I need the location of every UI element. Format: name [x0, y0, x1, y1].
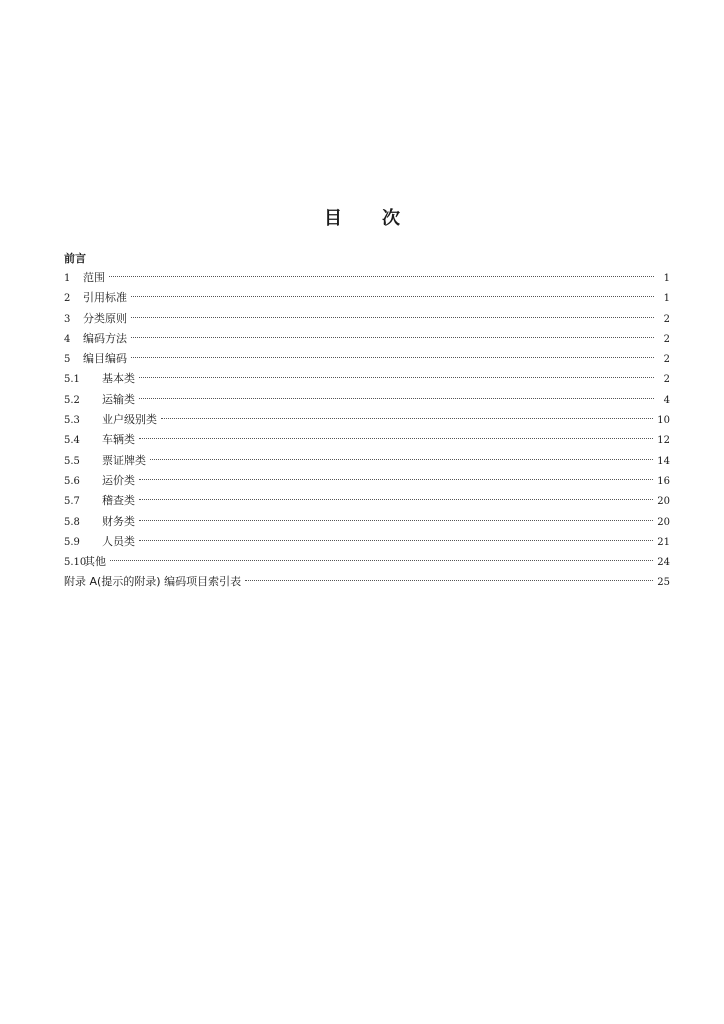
entry-label: 分类原则	[83, 311, 127, 325]
toc-entry[interactable]	[64, 390, 670, 410]
dot-leader	[161, 418, 653, 419]
dot-leader	[139, 540, 653, 541]
entry-number: 1	[64, 273, 71, 284]
toc-entry[interactable]	[64, 268, 670, 288]
entry-label: 引用标准	[83, 291, 127, 305]
dot-leader	[139, 438, 653, 439]
dot-leader	[139, 398, 654, 399]
entry-number: 5.8	[64, 516, 80, 528]
dot-leader	[131, 296, 654, 297]
entry-number: 5.5	[64, 455, 80, 467]
toc-entry[interactable]	[64, 552, 670, 572]
entry-label: 财务类	[102, 514, 135, 528]
toc-title	[0, 204, 724, 230]
dot-leader	[109, 276, 654, 277]
entry-number: 3	[64, 313, 71, 325]
toc-entry[interactable]	[64, 369, 670, 389]
entry-page-number: 14	[657, 455, 670, 467]
entry-number: 5.7	[64, 496, 80, 508]
entry-page-number: 24	[657, 557, 670, 569]
entry-number: 5.10	[64, 557, 87, 569]
entry-number: 5.1	[64, 374, 80, 386]
entry-page-number: 2	[663, 354, 670, 366]
dot-leader	[131, 337, 654, 338]
dot-leader	[131, 357, 654, 358]
entry-page-number: 20	[657, 496, 670, 508]
toc-entry[interactable]	[64, 329, 670, 349]
dot-leader	[150, 459, 653, 460]
toc-entry[interactable]	[64, 430, 670, 450]
toc-entry[interactable]	[64, 410, 670, 430]
entry-number: 2	[64, 293, 71, 305]
toc-entry[interactable]	[64, 309, 670, 329]
entry-label: 运价类	[102, 473, 135, 487]
entry-page-number: 1	[663, 293, 670, 305]
entry-number: 5	[64, 354, 71, 366]
entry-label: 编码方法	[83, 331, 127, 345]
dot-leader	[110, 560, 653, 561]
toc-title-char-2: 次	[382, 208, 400, 229]
entry-page-number: 20	[657, 516, 670, 528]
toc-entry[interactable]	[64, 349, 670, 369]
entry-label: 其他	[84, 555, 106, 569]
entry-label: 票证牌类	[102, 453, 146, 467]
entry-number: 5.6	[64, 475, 80, 487]
entry-page-number: 25	[657, 577, 670, 589]
dot-leader	[139, 377, 654, 378]
toc-title-char-1: 目	[324, 208, 342, 229]
toc-entry[interactable]	[64, 512, 670, 532]
toc-entry[interactable]	[64, 491, 670, 511]
entry-page-number: 21	[657, 536, 670, 548]
entry-page-number: 12	[657, 435, 670, 447]
entry-label: 附录 A(提示的附录) 编码项目索引表	[64, 575, 242, 589]
entry-number: 5.2	[64, 394, 80, 406]
entry-label: 车辆类	[102, 433, 135, 447]
dot-leader	[139, 479, 653, 480]
entry-page-number: 2	[663, 333, 670, 345]
entry-page-number: 10	[657, 415, 670, 427]
entry-label: 运输类	[102, 392, 135, 406]
toc-entry[interactable]	[64, 532, 670, 552]
entry-label: 人员类	[102, 534, 135, 548]
entry-label: 范围	[83, 271, 105, 284]
dot-leader	[139, 520, 653, 521]
entry-page-number: 1	[663, 273, 670, 284]
entry-label: 业户级别类	[102, 413, 157, 427]
entry-page-number: 2	[663, 313, 670, 325]
entry-label: 稽查类	[102, 494, 135, 508]
entry-page-number: 2	[663, 374, 670, 386]
entry-number: 5.4	[64, 435, 80, 447]
preface-label: 前言	[64, 252, 86, 265]
entry-number: 5.3	[64, 415, 80, 427]
toc-entry[interactable]	[64, 451, 670, 471]
entry-number: 4	[64, 333, 71, 345]
entry-label: 编目编码	[83, 352, 127, 366]
entry-page-number: 4	[663, 394, 670, 406]
entry-number: 5.9	[64, 536, 80, 548]
dot-leader	[245, 580, 653, 581]
toc-entry-appendix[interactable]	[64, 572, 670, 592]
toc-entry[interactable]	[64, 288, 670, 308]
toc-entry[interactable]	[64, 471, 670, 491]
dot-leader	[139, 499, 653, 500]
toc-list	[64, 268, 670, 593]
entry-label: 基本类	[102, 372, 135, 386]
dot-leader	[131, 317, 654, 318]
entry-page-number: 16	[657, 475, 670, 487]
